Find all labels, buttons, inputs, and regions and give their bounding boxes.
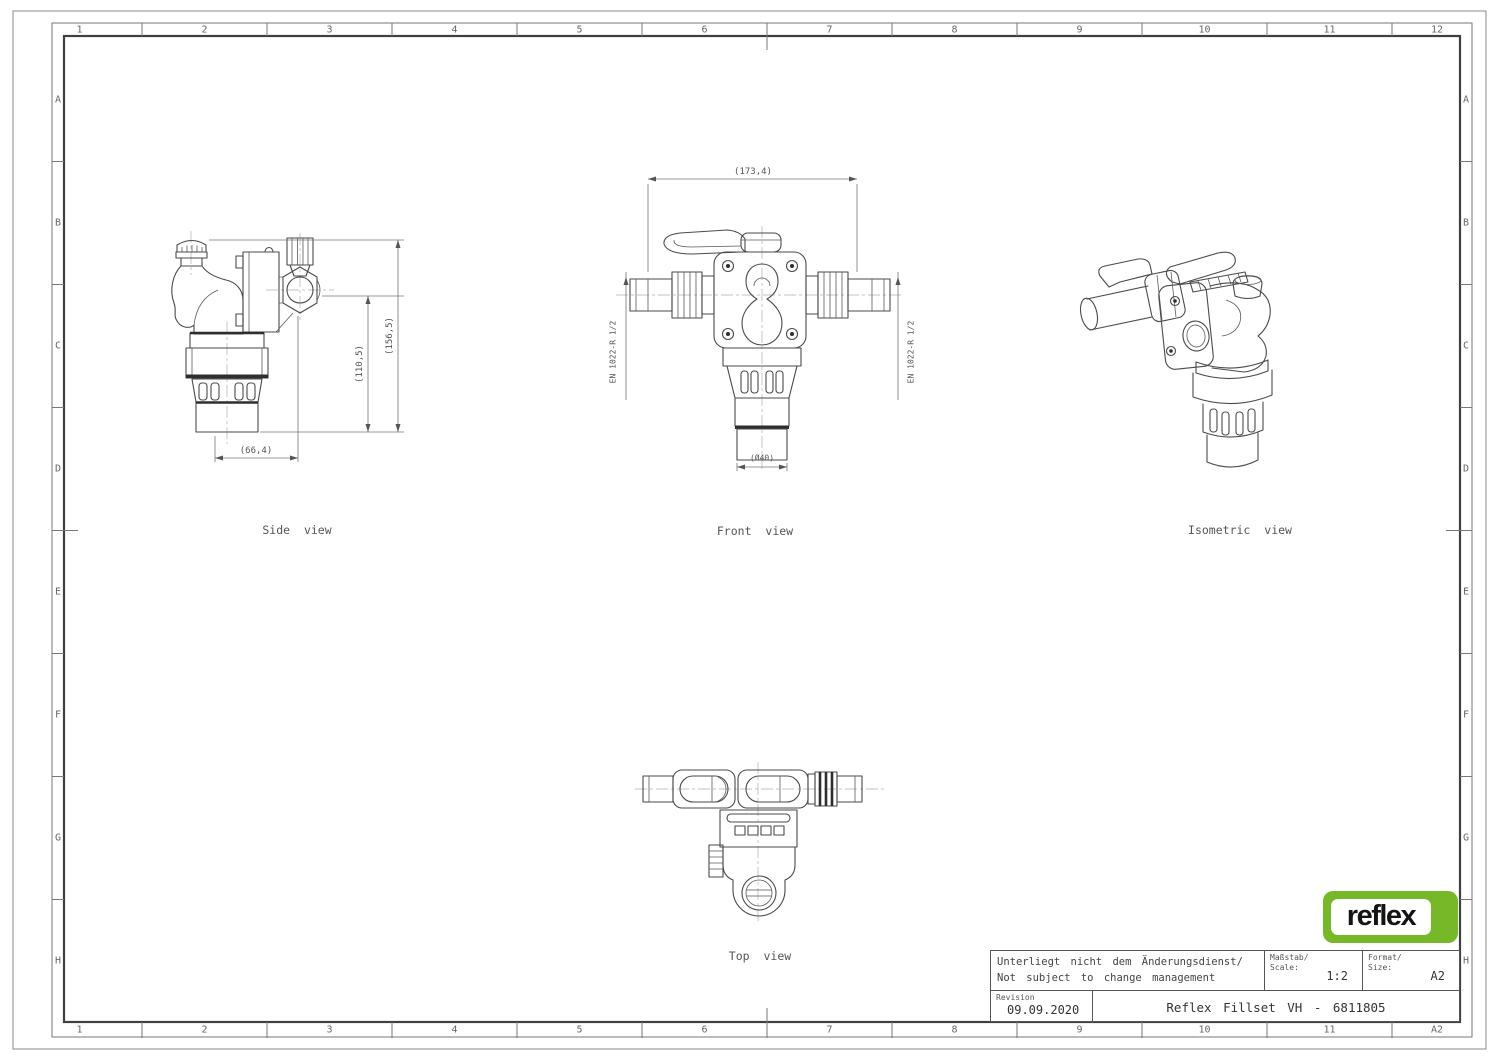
grid-row-right-label: A — [1462, 94, 1470, 106]
grid-col-bottom-label: A2 — [1430, 1024, 1444, 1036]
grid-row-left-label: D — [54, 463, 62, 475]
drawing-title: Reflex Fillset VH - 6811805 — [1092, 991, 1459, 1023]
reflex-logo-inner — [1331, 899, 1431, 935]
top-view — [635, 762, 885, 963]
grid-col-top-label: 9 — [1076, 24, 1083, 36]
grid-col-top-label: 6 — [701, 24, 708, 36]
scale-label-de: Maßstab/ — [1270, 953, 1309, 962]
revision-value: 09.09.2020 — [1007, 1003, 1080, 1017]
grid-row-left-label: C — [54, 340, 62, 352]
isometric-view — [1078, 252, 1292, 537]
grid-col-bottom-label: 7 — [826, 1024, 833, 1036]
front-view-width-dimension — [648, 167, 857, 272]
grid-row-left-label: B — [54, 217, 62, 229]
revision-cell — [991, 991, 1092, 1023]
change-note-en: Not subject to change management — [997, 972, 1216, 984]
grid-col-bottom-label: 11 — [1323, 1024, 1336, 1036]
grid-col-bottom-label: 2 — [201, 1024, 208, 1036]
revision-label: Revision — [996, 993, 1035, 1002]
change-note-cell — [991, 951, 1264, 990]
side-view-label: Side view — [262, 523, 332, 537]
change-note-de: Unterliegt nicht dem Änderungsdienst/ — [997, 956, 1243, 968]
grid-col-top-label: 12 — [1430, 24, 1444, 36]
grid-row-right-label: G — [1462, 832, 1470, 844]
title-block-row2 — [991, 991, 1459, 1023]
grid-col-bottom-label: 6 — [701, 1024, 708, 1036]
grid-col-top-label: 11 — [1323, 24, 1336, 36]
grid-col-bottom-label: 5 — [576, 1024, 583, 1036]
grid-col-top-label: 7 — [826, 24, 833, 36]
grid-col-bottom-label: 4 — [451, 1024, 458, 1036]
grid-col-top-label: 8 — [951, 24, 958, 36]
grid-col-top-label: 1 — [76, 24, 83, 36]
format-value: A2 — [1430, 969, 1445, 983]
front-thread-right-label: EN 1022-R 1/2 — [906, 320, 916, 384]
scale-value: 1:2 — [1326, 969, 1348, 983]
scale-label-en: Scale: — [1270, 962, 1299, 972]
side-dim-height-inner-label: (110,5) — [355, 345, 365, 383]
front-dim-width-label: (173,4) — [734, 167, 772, 177]
side-view — [172, 231, 404, 537]
grid-col-bottom-label: 8 — [951, 1024, 958, 1036]
isometric-view-label: Isometric view — [1188, 523, 1292, 537]
grid-row-left-label: F — [54, 709, 62, 721]
grid-row-left-label: A — [54, 94, 62, 106]
grid-col-bottom-label: 9 — [1076, 1024, 1083, 1036]
front-dim-diameter-label: (Ø40) — [749, 453, 775, 463]
reflex-logo-text: reflex — [1346, 899, 1416, 932]
side-dim-height-outer-label: (156,5) — [385, 317, 395, 355]
grid-col-top-label: 2 — [201, 24, 208, 36]
reflex-logo — [1323, 891, 1458, 943]
grid-col-top-label: 4 — [451, 24, 458, 36]
front-view-label: Front view — [716, 524, 794, 538]
side-dim-width-label: (66,4) — [239, 446, 273, 456]
front-view — [609, 167, 916, 538]
grid-col-bottom-label: 10 — [1198, 1024, 1211, 1036]
grid-row-left-label: H — [54, 955, 62, 967]
grid-row-right-label: H — [1462, 955, 1470, 967]
grid-col-bottom-label: 3 — [326, 1024, 333, 1036]
format-label-de: Format/ — [1368, 953, 1402, 962]
front-thread-left-label: EN 1022-R 1/2 — [608, 320, 618, 384]
grid-row-left-label: E — [54, 586, 62, 598]
format-label-en: Size: — [1368, 962, 1393, 972]
grid-row-left-label: G — [54, 832, 62, 844]
title-block-row1 — [991, 951, 1459, 991]
title-block — [990, 950, 1460, 1022]
grid-col-top-label: 5 — [576, 24, 583, 36]
grid-col-bottom-label: 1 — [76, 1024, 83, 1036]
format-cell — [1362, 951, 1459, 990]
grid-row-right-label: D — [1462, 463, 1470, 475]
scale-cell — [1264, 951, 1362, 990]
grid-row-right-label: E — [1462, 586, 1470, 598]
grid-row-right-label: B — [1462, 217, 1470, 229]
grid-col-top-label: 10 — [1198, 24, 1211, 36]
grid-col-top-label: 3 — [326, 24, 333, 36]
grid-row-right-label: F — [1462, 709, 1470, 721]
top-view-label: Top view — [728, 949, 792, 963]
grid-row-right-label: C — [1462, 340, 1470, 352]
